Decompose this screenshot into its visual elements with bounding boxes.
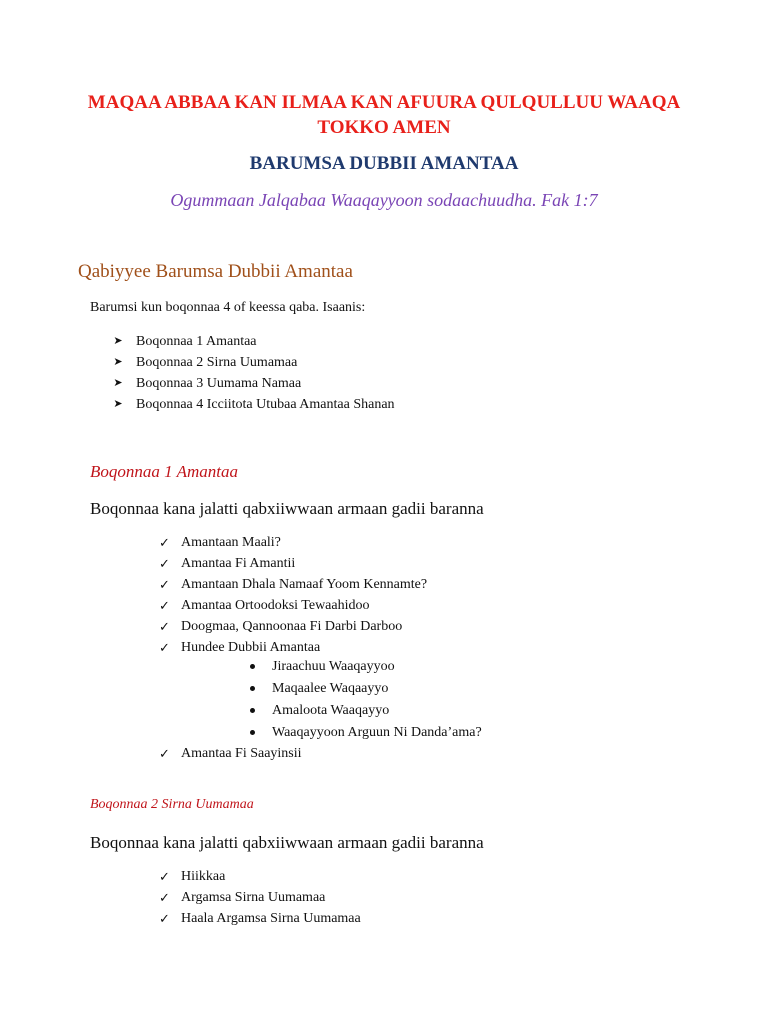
- contents-list: [112, 331, 395, 415]
- list-item: Amaloota Waaqayyo: [248, 700, 482, 722]
- arrowhead-bullet-icon: ➤: [113, 356, 123, 368]
- list-item: ➤ Boqonnaa 3 Uumama Namaa: [112, 373, 395, 394]
- bullet-dot-icon: [250, 686, 255, 691]
- chapter-2-list: [159, 866, 361, 929]
- checkmark-icon: ✓: [159, 869, 170, 884]
- checkmark-icon: ✓: [159, 911, 170, 926]
- arrowhead-bullet-icon: ➤: [113, 335, 123, 347]
- list-item: ✓ Hundee Dubbii Amantaa: [159, 637, 427, 658]
- arrowhead-bullet-icon: ➤: [113, 377, 123, 389]
- chapter-1-list: [159, 532, 427, 658]
- list-item: ➤ Boqonnaa 1 Amantaa: [112, 331, 395, 352]
- checkmark-icon: ✓: [159, 598, 170, 613]
- checkmark-icon: ✓: [159, 535, 170, 550]
- contents-heading: Qabiyyee Barumsa Dubbii Amantaa: [78, 261, 353, 282]
- checkmark-icon: ✓: [159, 640, 170, 655]
- list-item: ✓ Argamsa Sirna Uumamaa: [159, 887, 361, 908]
- document-subtitle: BARUMSA DUBBII AMANTAA: [249, 153, 519, 174]
- chapter-1-list-continued: [159, 743, 302, 764]
- list-item: ➤ Boqonnaa 4 Icciitota Utubaa Amantaa Shanan: [112, 394, 395, 415]
- list-item: ✓ Amantaa Fi Amantii: [159, 553, 427, 574]
- arrowhead-bullet-icon: ➤: [113, 398, 123, 410]
- list-item: ✓ Haala Argamsa Sirna Uumamaa: [159, 908, 361, 929]
- list-item: ✓ Doogmaa, Qannoonaa Fi Darbi Darboo: [159, 616, 427, 637]
- checkmark-icon: ✓: [159, 556, 170, 571]
- scripture-verse: Ogummaan Jalqabaa Waaqayyoon sodaachuudha. Fak 1:7: [170, 190, 598, 210]
- checkmark-icon: ✓: [159, 619, 170, 634]
- chapter-1-heading: Boqonnaa 1 Amantaa: [90, 462, 238, 481]
- checkmark-icon: ✓: [159, 746, 170, 761]
- document-title-line-2: TOKKO AMEN: [317, 117, 451, 138]
- chapter-1-sublist: [248, 656, 482, 744]
- chapter-1-intro: Boqonnaa kana jalatti qabxiiwwaan armaan gadii baranna: [90, 499, 484, 518]
- list-item: Maqaalee Waqaayyo: [248, 678, 482, 700]
- bullet-dot-icon: [250, 664, 255, 669]
- list-item: ✓ Hiikkaa: [159, 866, 361, 887]
- list-item: Jiraachuu Waaqayyoo: [248, 656, 482, 678]
- list-item: Waaqayyoon Arguun Ni Danda’ama?: [248, 722, 482, 744]
- chapter-2-heading: Boqonnaa 2 Sirna Uumamaa: [90, 797, 254, 812]
- list-item: ✓ Amantaa Ortoodoksi Tewaahidoo: [159, 595, 427, 616]
- list-item: ➤ Boqonnaa 2 Sirna Uumamaa: [112, 352, 395, 373]
- bullet-dot-icon: [250, 730, 255, 735]
- list-item: ✓ Amantaan Maali?: [159, 532, 427, 553]
- chapter-2-intro: Boqonnaa kana jalatti qabxiiwwaan armaan gadii baranna: [90, 833, 484, 852]
- checkmark-icon: ✓: [159, 577, 170, 592]
- bullet-dot-icon: [250, 708, 255, 713]
- contents-intro: Barumsi kun boqonnaa 4 of keessa qaba. Isaanis:: [90, 300, 366, 315]
- checkmark-icon: ✓: [159, 890, 170, 905]
- list-item: ✓ Amantaan Dhala Namaaf Yoom Kennamte?: [159, 574, 427, 595]
- document-title-line-1: MAQAA ABBAA KAN ILMAA KAN AFUURA QULQULLUU WAAQA: [87, 92, 681, 113]
- list-item: ✓ Amantaa Fi Saayinsii: [159, 743, 302, 764]
